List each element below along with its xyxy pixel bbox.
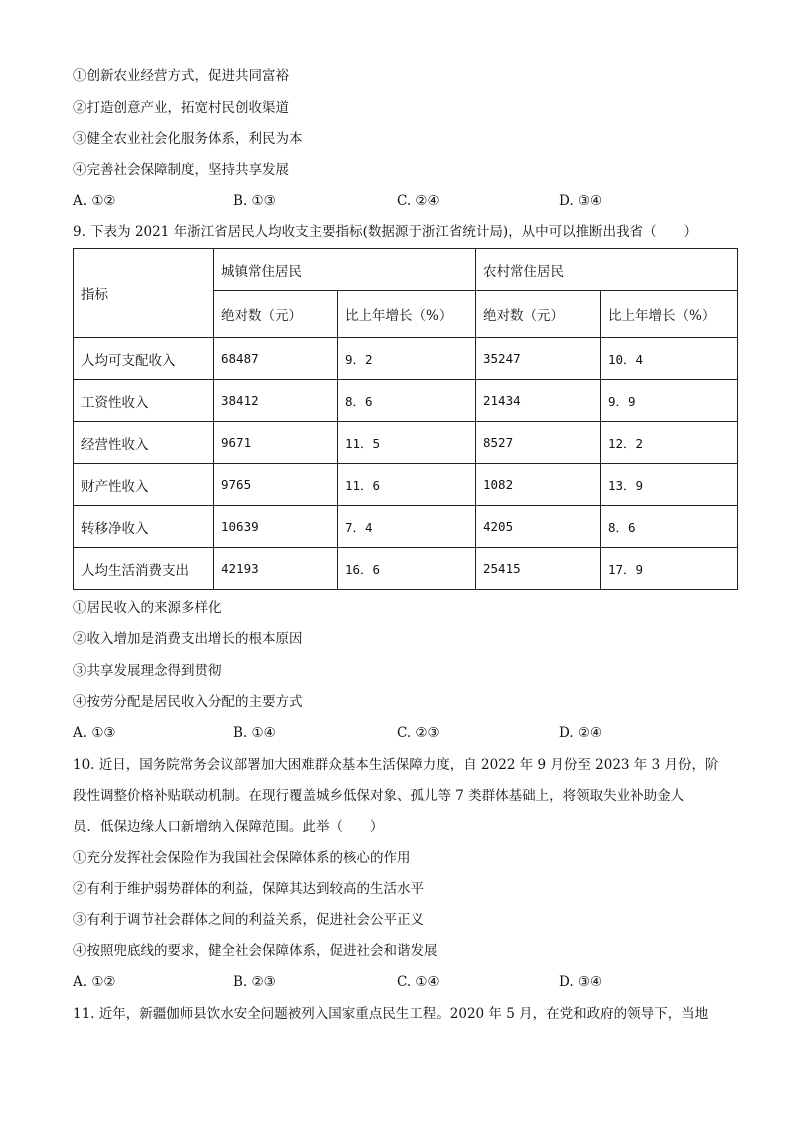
- rural-growth: 13．9: [601, 464, 738, 506]
- rural-abs: 1082: [476, 464, 601, 506]
- q10-option-a[interactable]: A. ①②: [73, 974, 116, 990]
- q10-option-b[interactable]: B. ②③: [233, 974, 276, 990]
- urban-abs: 9671: [214, 422, 338, 464]
- urban-abs: 42193: [214, 548, 338, 590]
- q8-item-1: ①创新农业经营方式，促进共同富裕: [73, 68, 289, 84]
- q8-item-4: ④完善社会保障制度，坚持共享发展: [73, 162, 289, 178]
- income-table: [73, 248, 738, 590]
- q8-item-2: ②打造创意产业，拓宽村民创收渠道: [73, 100, 289, 116]
- q8-option-c[interactable]: C. ②④: [397, 193, 440, 209]
- group-rural: 农村常住居民: [476, 249, 738, 291]
- q8-option-d[interactable]: D. ③④: [559, 193, 603, 209]
- table-row: [74, 338, 738, 380]
- q8-item-3: ③健全农业社会化服务体系，利民为本: [73, 131, 303, 147]
- row-name: 人均生活消费支出: [74, 548, 214, 590]
- q10-item-2: ②有利于维护弱势群体的利益，保障其达到较高的生活水平: [73, 881, 424, 897]
- q8-options: [73, 192, 733, 210]
- q9-option-c[interactable]: C. ②③: [397, 725, 440, 741]
- row-name: 财产性收入: [74, 464, 214, 506]
- rural-growth: 10．4: [601, 338, 738, 380]
- rural-abs: 8527: [476, 422, 601, 464]
- urban-abs: 10639: [214, 506, 338, 548]
- rural-growth: 9．9: [601, 380, 738, 422]
- urban-abs: 38412: [214, 380, 338, 422]
- row-name: 经营性收入: [74, 422, 214, 464]
- urban-abs: 68487: [214, 338, 338, 380]
- q9-option-b[interactable]: B. ①④: [233, 725, 276, 741]
- sub-urban-abs: 绝对数（元）: [214, 291, 338, 338]
- rural-abs: 21434: [476, 380, 601, 422]
- urban-growth: 8．6: [338, 380, 476, 422]
- urban-growth: 11．6: [338, 464, 476, 506]
- q9-options: [73, 724, 733, 742]
- q10-stem-line-2: 段性调整价格补贴联动机制。在现行覆盖城乡低保对象、孤儿等 7 类群体基础上，将领取失业补助金人: [73, 788, 685, 804]
- q9-item-4: ④按劳分配是居民收入分配的主要方式: [73, 694, 303, 710]
- rural-growth: 8．6: [601, 506, 738, 548]
- urban-growth: 7．4: [338, 506, 476, 548]
- table-row: [74, 422, 738, 464]
- urban-growth: 9．2: [338, 338, 476, 380]
- q9-option-a[interactable]: A. ①③: [73, 725, 116, 741]
- table-row: [74, 548, 738, 590]
- q10-option-d[interactable]: D. ③④: [559, 974, 603, 990]
- sub-rural-abs: 绝对数（元）: [476, 291, 601, 338]
- sub-urban-growth: 比上年增长（%）: [338, 291, 476, 338]
- urban-growth: 11．5: [338, 422, 476, 464]
- q9-item-1: ①居民收入的来源多样化: [73, 600, 222, 616]
- q10-stem-line-1: 10. 近日，国务院常务会议部署加大困难群众基本生活保障力度，自 2022 年 9 月份至 2023 年 3 月份，阶: [73, 757, 719, 773]
- q9-option-d[interactable]: D. ②④: [559, 725, 603, 741]
- q10-option-c[interactable]: C. ①④: [397, 974, 440, 990]
- urban-abs: 9765: [214, 464, 338, 506]
- rural-abs: 25415: [476, 548, 601, 590]
- col-indicator: 指标: [74, 249, 214, 338]
- sub-rural-growth: 比上年增长（%）: [601, 291, 738, 338]
- q10-item-3: ③有利于调节社会群体之间的利益关系，促进社会公平正义: [73, 912, 424, 928]
- rural-growth: 12．2: [601, 422, 738, 464]
- q8-option-b[interactable]: B. ①③: [233, 193, 276, 209]
- q11-stem: 11. 近年，新疆伽师县饮水安全问题被列入国家重点民生工程。2020 年 5 月，在党和政府的领导下，当地: [73, 1006, 709, 1022]
- q9-stem: 9. 下表为 2021 年浙江省居民人均收支主要指标(数据源于浙江省统计局)，从中可以推断出我省（ ）: [73, 224, 698, 240]
- q10-item-4: ④按照兜底线的要求，健全社会保障体系，促进社会和谐发展: [73, 943, 438, 959]
- q10-stem-line-3: 员．低保边缘人口新增纳入保障范围。此举（ ）: [73, 819, 384, 835]
- row-name: 工资性收入: [74, 380, 214, 422]
- table-row: [74, 506, 738, 548]
- rural-abs: 4205: [476, 506, 601, 548]
- q10-item-1: ①充分发挥社会保险作为我国社会保障体系的核心的作用: [73, 850, 411, 866]
- urban-growth: 16．6: [338, 548, 476, 590]
- table-row: [74, 380, 738, 422]
- q9-item-3: ③共享发展理念得到贯彻: [73, 663, 222, 679]
- table-row: [74, 464, 738, 506]
- rural-abs: 35247: [476, 338, 601, 380]
- rural-growth: 17．9: [601, 548, 738, 590]
- q10-options: [73, 973, 733, 991]
- q9-item-2: ②收入增加是消费支出增长的根本原因: [73, 631, 303, 647]
- group-urban: 城镇常住居民: [214, 249, 476, 291]
- row-name: 转移净收入: [74, 506, 214, 548]
- q8-option-a[interactable]: A. ①②: [73, 193, 116, 209]
- row-name: 人均可支配收入: [74, 338, 214, 380]
